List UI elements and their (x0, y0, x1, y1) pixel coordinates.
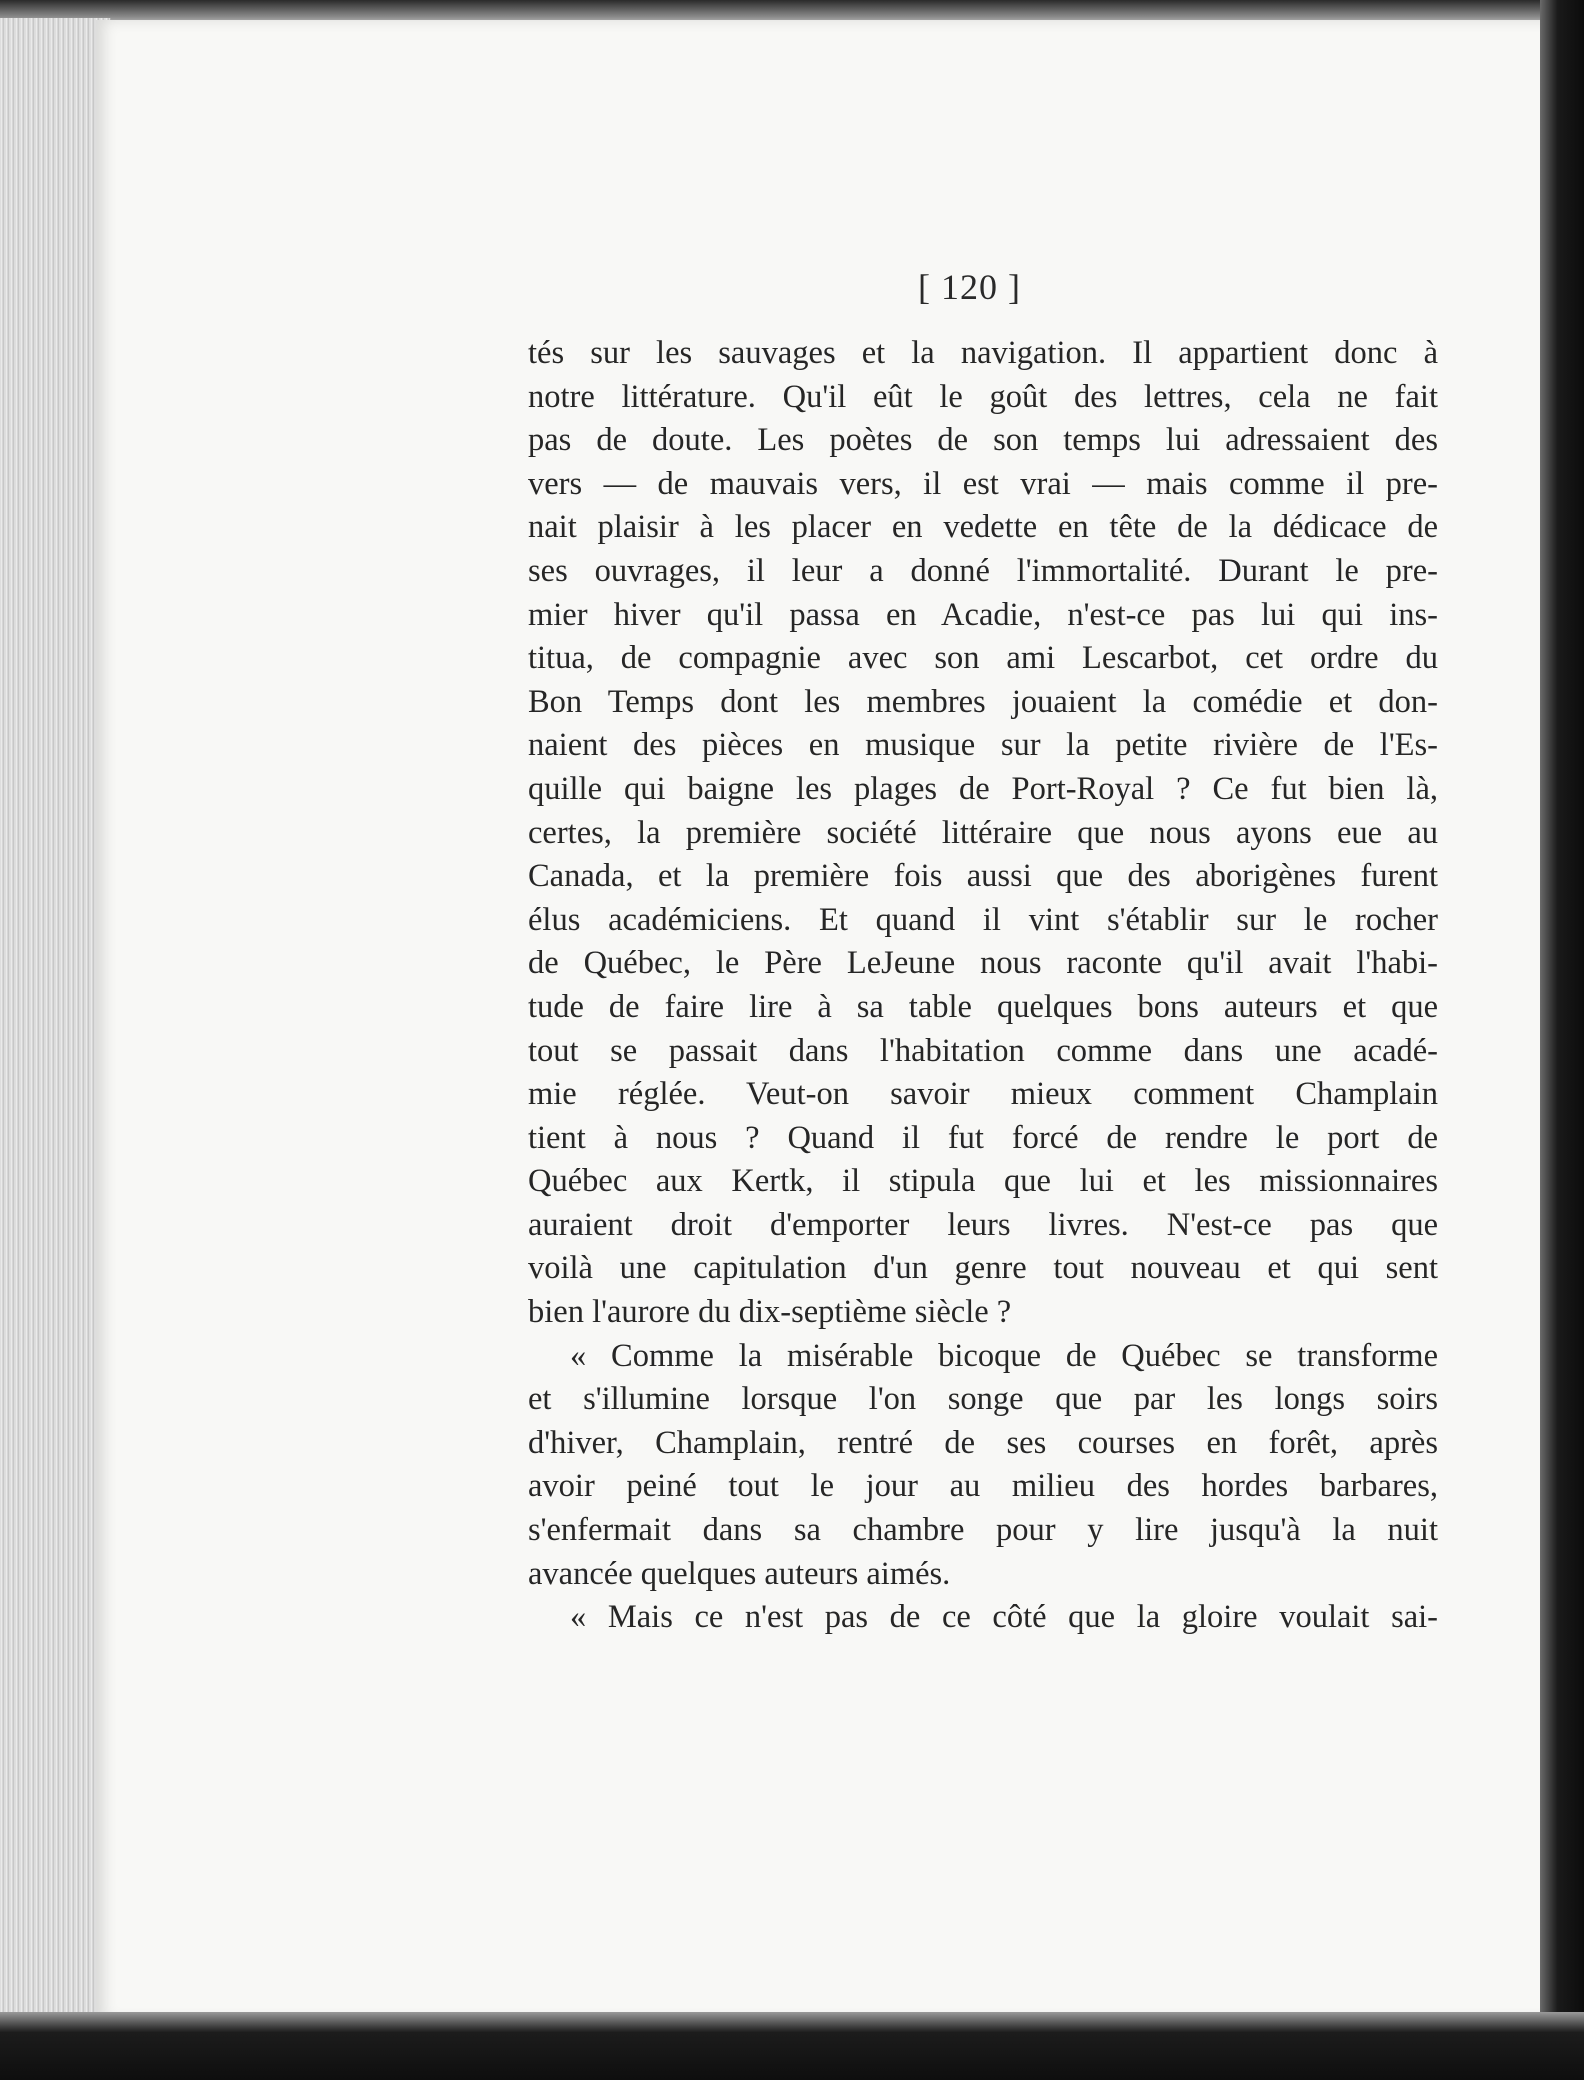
text-line: titua, de compagnie avec son ami Lescarbot, cet ordre du (528, 640, 1438, 677)
text-line: bien l'aurore du dix-septième siècle ? (528, 1294, 1012, 1331)
text-line: naient des pièces en musique sur la petite rivière de l'Es- (528, 727, 1438, 764)
text-line: « Mais ce n'est pas de ce côté que la gloire voulait sai- (570, 1599, 1438, 1636)
text-line: ses ouvrages, il leur a donné l'immortalité. Durant le pre- (528, 552, 1438, 589)
page-edges (0, 18, 111, 2018)
body-text (528, 332, 1438, 1640)
text-line: tude de faire lire à sa table quelques bons auteurs et que (528, 988, 1438, 1025)
text-line: avancée quelques auteurs aimés. (528, 1555, 951, 1592)
text-line: vers — de mauvais vers, il est vrai — mais comme il pre- (528, 465, 1438, 502)
text-line: Bon Temps dont les membres jouaient la comédie et don- (528, 683, 1438, 720)
text-line: auraient droit d'emporter leurs livres. N'est-ce pas que (528, 1206, 1438, 1243)
text-line: certes, la première société littéraire que nous ayons eue au (528, 814, 1438, 851)
text-line: de Québec, le Père LeJeune nous raconte qu'il avait l'habi- (528, 945, 1438, 982)
text-line: d'hiver, Champlain, rentré de ses courses en forêt, après (528, 1424, 1438, 1461)
text-line: s'enfermait dans sa chambre pour y lire jusqu'à la nuit (528, 1512, 1438, 1549)
page-number: [ 120 ] (918, 267, 1021, 307)
text-line: mier hiver qu'il passa en Acadie, n'est-ce pas lui qui ins- (528, 596, 1438, 633)
text-line: mie réglée. Veut-on savoir mieux comment Champlain (528, 1076, 1438, 1113)
text-line: tout se passait dans l'habitation comme dans une acadé- (528, 1032, 1438, 1069)
text-line: pas de doute. Les poètes de son temps lui adressaient des (528, 422, 1438, 459)
right-shadow (1540, 0, 1584, 2080)
text-line: nait plaisir à les placer en vedette en tête de la dédicace de (528, 509, 1438, 546)
text-line: tient à nous ? Quand il fut forcé de rendre le port de (528, 1119, 1438, 1156)
text-line: Canada, et la première fois aussi que des aborigènes furent (528, 858, 1438, 895)
bottom-shadow (0, 2012, 1584, 2080)
text-line: « Comme la misérable bicoque de Québec se transforme (570, 1337, 1438, 1374)
text-line: Québec aux Kertk, il stipula que lui et les missionnaires (528, 1163, 1438, 1200)
text-line: élus académiciens. Et quand il vint s'établir sur le rocher (528, 901, 1438, 938)
text-line: tés sur les sauvages et la navigation. Il appartient donc à (528, 335, 1438, 371)
text-line: et s'illumine lorsque l'on songe que par les longs soirs (528, 1381, 1438, 1418)
text-line: quille qui baigne les plages de Port-Royal ? Ce fut bien là, (528, 770, 1438, 807)
text-line: voilà une capitulation d'un genre tout nouveau et qui sent (528, 1250, 1438, 1287)
text-line: avoir peiné tout le jour au milieu des hordes barbares, (528, 1468, 1438, 1505)
text-line: notre littérature. Qu'il eût le goût des lettres, cela ne fait (528, 378, 1438, 415)
